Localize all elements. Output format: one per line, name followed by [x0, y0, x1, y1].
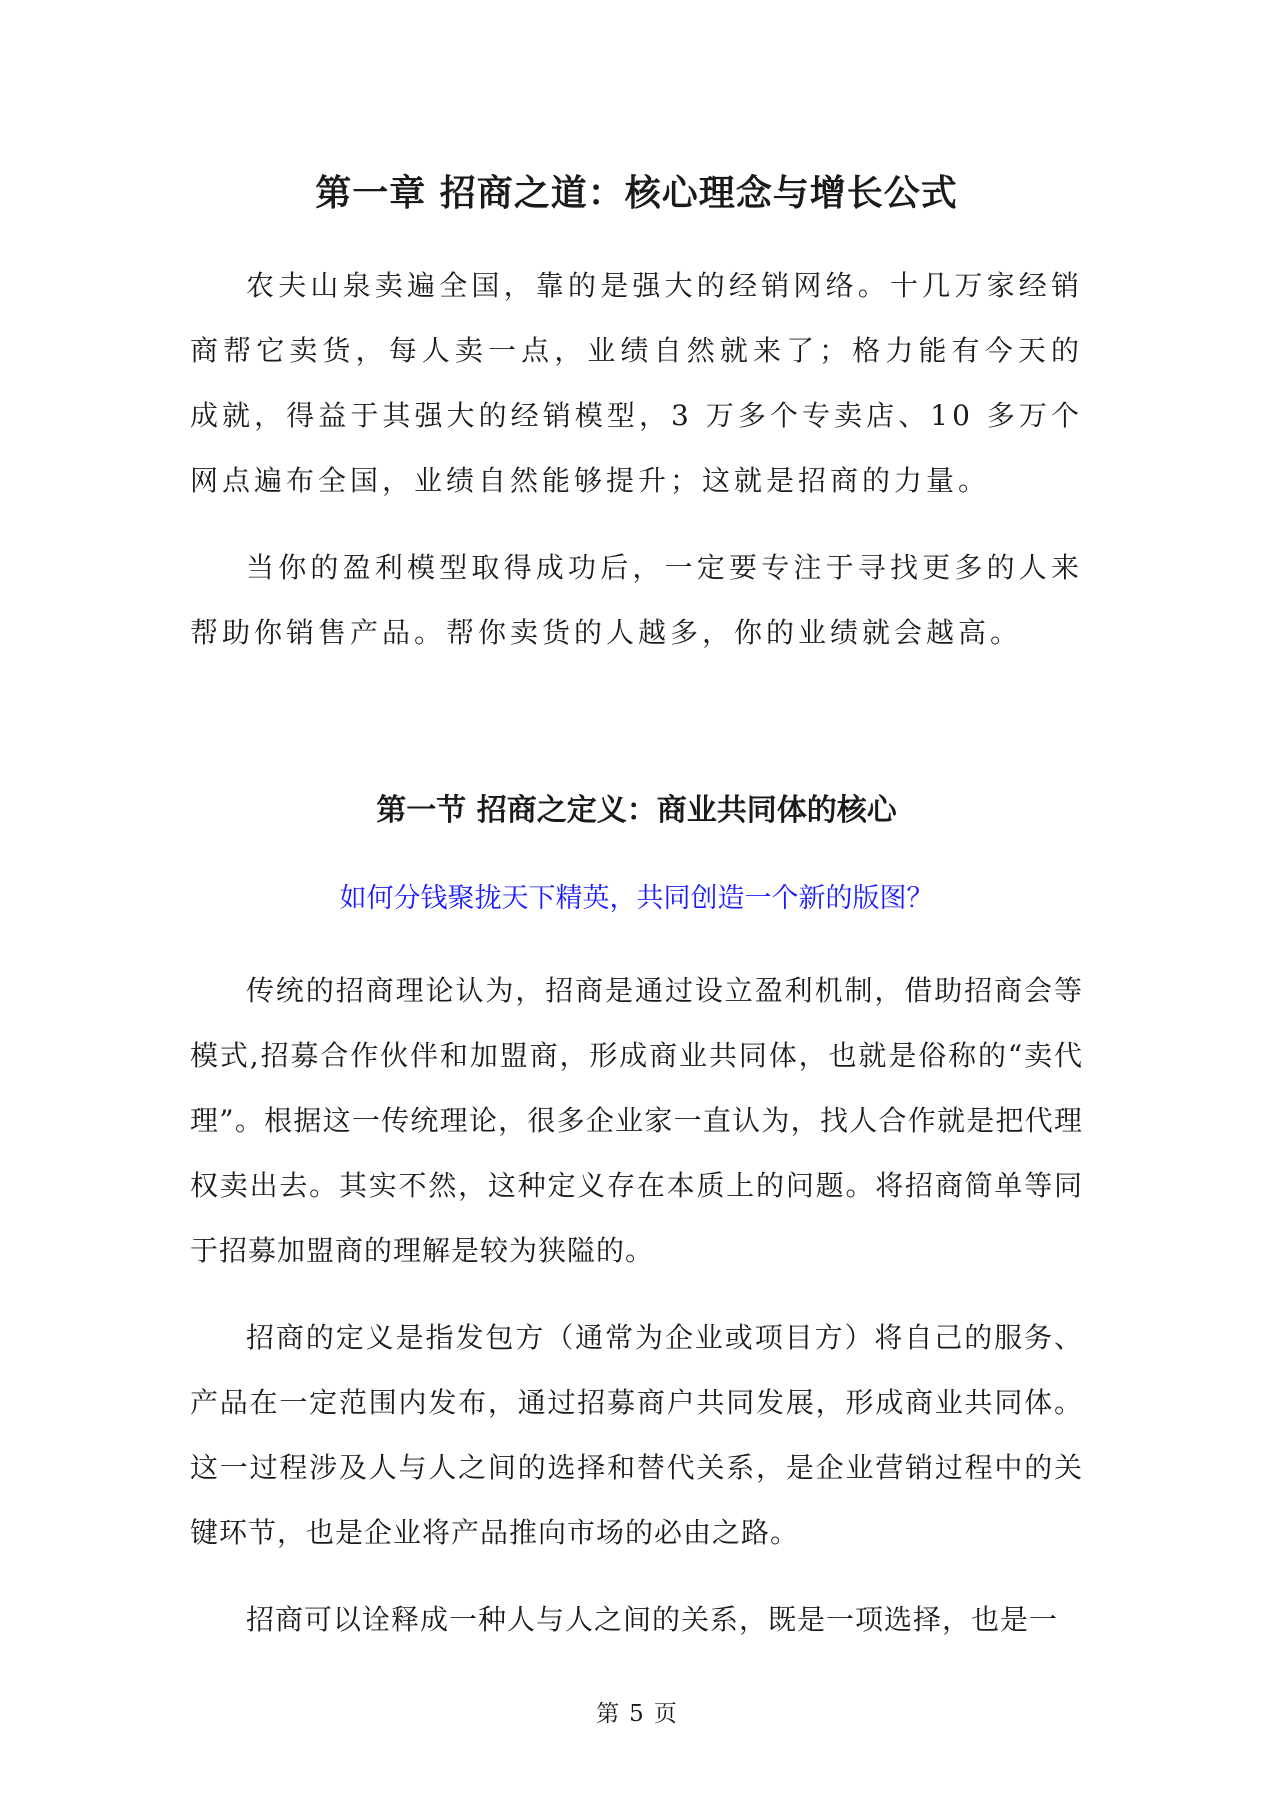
page-footer [0, 1695, 1273, 1728]
intro-paragraph: 农夫山泉卖遍全国，靠的是强大的经销网络。十几万家经销商帮它卖货，每人卖一点，业绩自然就来了；格力能有今天的成就，得益于其强大的经销模型，3 万多个专卖店、10 多万个网点遍布全国，业绩自然能够提升；这就是招商的力量。 [190, 269, 1083, 497]
intro-paragraph: 当你的盈利模型取得成功后，一定要专注于寻找更多的人来帮助你销售产品。帮你卖货的人越多，你的业绩就会越高。 [190, 551, 1083, 649]
chapter-title: 第一章 招商之道：核心理念与增长公式 [315, 173, 958, 214]
section-subtitle: 如何分钱聚拢天下精英，共同创造一个新的版图？ [339, 883, 934, 914]
body-section [190, 958, 1083, 1652]
body-paragraph: 传统的招商理论认为，招商是通过设立盈利机制，借助招商会等模式,招募合作伙伴和加盟商，形成商业共同体，也就是俗称的“卖代理”。根据这一传统理论，很多企业家一直认为，找人合作就是把代理权卖出去。其实不然，这种定义存在本质上的问题。将招商简单等同于招募加盟商的理解是较为狭隘的。 [190, 974, 1083, 1267]
page-suffix: 页 [653, 1701, 677, 1727]
page-prefix: 第 [596, 1701, 620, 1727]
body-paragraph: 招商可以诠释成一种人与人之间的关系，既是一项选择，也是一 [246, 1603, 1059, 1636]
body-paragraph: 招商的定义是指发包方（通常为企业或项目方）将自己的服务、产品在一定范围内发布，通过招募商户共同发展，形成商业共同体。这一过程涉及人与人之间的选择和替代关系，是企业营销过程中的关键环节，也是企业将产品推向市场的必由之路。 [190, 1321, 1083, 1549]
section-title: 第一节 招商之定义：商业共同体的核心 [376, 793, 897, 828]
intro-section [190, 253, 1083, 665]
page-number: 5 [629, 1701, 644, 1727]
